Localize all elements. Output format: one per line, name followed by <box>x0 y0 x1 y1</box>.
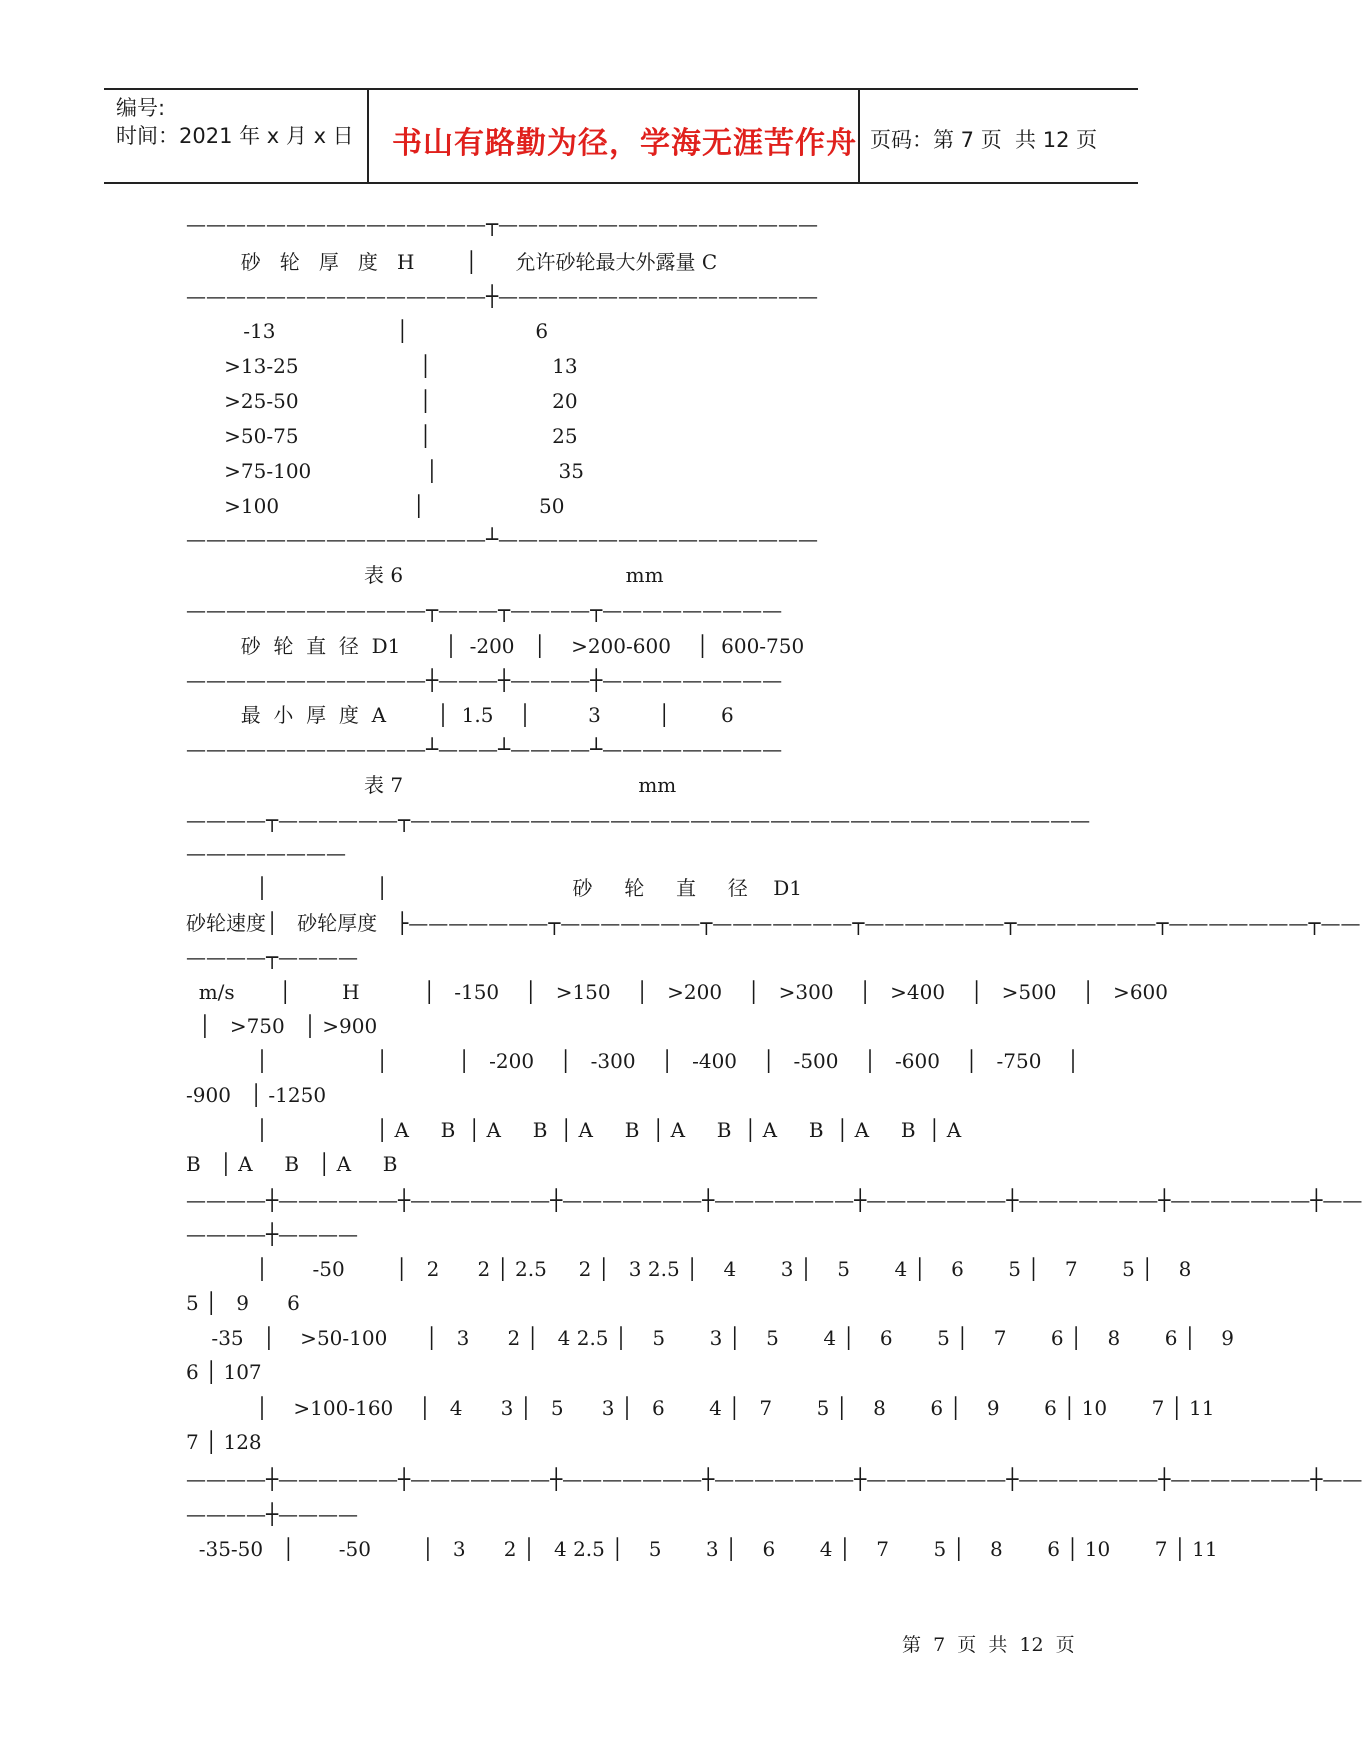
document-time-label: 时间：2021 年 x 月 x 日 <box>116 124 354 148</box>
body-line: ————┼———— <box>186 1502 359 1526</box>
header-divider-left <box>367 88 369 184</box>
body-line: -35-50 │ -50 │ 3 2 │ 4 2.5 │ 5 3 │ 6 4 │ 7 5 │ 8 6 │ 10 7 │ 11 <box>186 1537 1218 1561</box>
header-motto: 书山有路勤为径，学海无涯苦作舟 <box>392 126 857 161</box>
body-line: >50-75 │ 25 <box>186 424 578 448</box>
body-line: 最 小 厚 度 A │ 1.5 │ 3 │ 6 <box>228 703 734 727</box>
body-line: │ │ │ -200 │ -300 │ -400 │ -500 │ -600 │ -750 │ <box>186 1049 1079 1073</box>
header-divider-right <box>858 88 860 184</box>
body-line: >25-50 │ 20 <box>186 389 578 413</box>
body-line: -900 │ -1250 <box>186 1083 327 1107</box>
header-top-rule <box>104 88 1138 90</box>
body-line: 砂 轮 直 径 D1 │ -200 │ >200-600 │ 600-750 <box>228 634 805 658</box>
body-line: -13 │ 6 <box>186 319 549 343</box>
body-line: │ │ A B │ A B │ A B │ A B │ A B │ A B │ A <box>186 1118 962 1142</box>
body-line: 5 │ 9 6 <box>186 1291 300 1315</box>
body-line: │ >750 │ >900 <box>186 1014 378 1038</box>
body-line: ————┼——————┼———————┼———————┼———————┼———————┼———————┼———————┼—— <box>186 1188 1362 1212</box>
body-line: ————————————┼———┼————┼————————— <box>186 668 783 692</box>
body-line: ———————————————┴———————————————— <box>186 527 819 551</box>
body-line: -35 │ >50-100 │ 3 2 │ 4 2.5 │ 5 3 │ 5 4 │ 6 5 │ 7 6 │ 8 6 │ 9 <box>186 1326 1234 1350</box>
header-bottom-rule <box>104 182 1138 184</box>
body-line: 砂 轮 厚 度 H │ 允许砂轮最大外露量 C <box>228 250 718 274</box>
body-line: ———————————————┬———————————————— <box>186 212 819 236</box>
body-line: ————————————┬———┬————┬————————— <box>186 598 783 622</box>
body-line: ————————————┴———┴————┴————————— <box>186 737 783 761</box>
body-line: 表 7 mm <box>186 773 677 797</box>
body-line: ————┼———— <box>186 1222 359 1246</box>
body-line: ————┬——————┬—————————————————————————————————— <box>186 808 1091 832</box>
body-line: │ │ 砂 轮 直 径 D1 <box>186 876 803 900</box>
body-line: 7 │ 128 <box>186 1430 262 1454</box>
body-line: 表 6 mm <box>186 563 664 587</box>
body-line: m/s │ H │ -150 │ >150 │ >200 │ >300 │ >400 │ >500 │ >600 <box>186 980 1168 1004</box>
body-line: >75-100 │ 35 <box>186 459 584 483</box>
body-line: >13-25 │ 13 <box>186 354 578 378</box>
document-number-label: 编号: <box>116 96 166 120</box>
page-footer: 第 7 页 共 12 页 <box>902 1634 1075 1656</box>
body-line: >100 │ 50 <box>186 494 565 518</box>
body-line: │ -50 │ 2 2 │ 2.5 2 │ 3 2.5 │ 4 3 │ 5 4 │ 6 5 │ 7 5 │ 8 <box>186 1257 1192 1281</box>
page-number-label: 页码：第 7 页 共 12 页 <box>870 128 1098 152</box>
body-line: ————┼——————┼———————┼———————┼———————┼———————┼———————┼———————┼—— <box>186 1467 1362 1491</box>
body-line: B │ A B │ A B <box>186 1152 398 1176</box>
body-line: ———————— <box>186 841 346 865</box>
body-line: ———————————————┼———————————————— <box>186 284 819 308</box>
body-line: ————┬———— <box>186 945 359 969</box>
body-line: │ >100-160 │ 4 3 │ 5 3 │ 6 4 │ 7 5 │ 8 6 │ 9 6 │ 10 7 │ 11 <box>186 1396 1215 1420</box>
body-line: 砂轮速度│ 砂轮厚度 ├———————┬———————┬———————┬———————┬———————┬———————┬—— <box>186 911 1361 935</box>
body-line: 6 │ 107 <box>186 1360 262 1384</box>
